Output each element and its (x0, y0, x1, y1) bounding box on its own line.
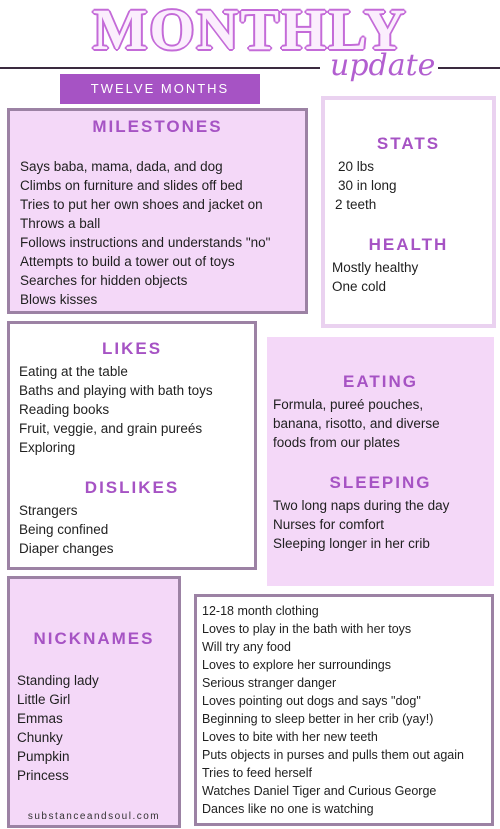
list-item: Chunky (17, 730, 63, 745)
nicknames-heading: NICKNAMES (33, 629, 155, 648)
stats-heading: STATS (376, 134, 441, 153)
health-list (332, 258, 418, 296)
list-item: Watches Daniel Tiger and Curious George (202, 784, 437, 798)
list-item: Diaper changes (19, 541, 114, 556)
list-item: Fruit, veggie, and grain pureés (19, 421, 203, 436)
list-item: Mostly healthy (332, 260, 419, 275)
header-rule-right (438, 67, 500, 69)
list-item: foods from our plates (273, 435, 400, 450)
list-item: One cold (332, 279, 387, 294)
list-item: Loves to play in the bath with her toys (202, 622, 412, 636)
list-item: Standing lady (17, 673, 99, 688)
sleeping-list (273, 496, 449, 553)
list-item: Loves to explore her surroundings (202, 658, 392, 672)
eating-heading: EATING (343, 372, 418, 391)
dislikes-list (19, 501, 114, 558)
list-item: Sleeping longer in her crib (273, 536, 430, 551)
list-item: banana, risotto, and diverse (273, 416, 440, 431)
nicknames-box (7, 576, 181, 828)
page-subtitle: update (330, 48, 436, 83)
notes-list (202, 602, 464, 818)
likes-heading: LIKES (101, 339, 163, 358)
list-item: Tries to put her own shoes and jacket on (20, 197, 263, 212)
list-item: Attempts to build a tower out of toys (20, 254, 235, 269)
list-item: Says baba, mama, dada, and dog (20, 159, 223, 174)
list-item: Loves to bite with her new teeth (202, 730, 378, 744)
list-item: Throws a ball (20, 216, 101, 231)
list-item: Strangers (19, 503, 78, 518)
list-item: Nurses for comfort (273, 517, 385, 532)
list-item: 20 lbs (338, 159, 375, 174)
list-item: Being confined (19, 522, 109, 537)
list-item: Emmas (17, 711, 63, 726)
dislikes-heading: DISLIKES (84, 478, 180, 497)
health-heading: HEALTH (368, 235, 449, 254)
list-item: 12-18 month clothing (202, 604, 319, 618)
list-item: Princess (17, 768, 69, 783)
list-item: Eating at the table (19, 364, 128, 379)
likes-list (19, 362, 213, 457)
list-item: Puts objects in purses and pulls them out again (202, 748, 464, 762)
age-banner: TWELVE MONTHS (60, 74, 260, 104)
page-title: MONTHLY (92, 0, 408, 62)
list-item: Tries to feed herself (202, 766, 313, 780)
list-item: Loves pointing out dogs and says "dog" (202, 694, 421, 708)
list-item: 30 in long (338, 178, 397, 193)
likes-dislikes-box (7, 321, 257, 570)
list-item: Baths and playing with bath toys (19, 383, 213, 398)
milestones-box (7, 108, 308, 314)
stats-health-box (321, 96, 496, 328)
list-item: Formula, pureé pouches, (273, 397, 424, 412)
notes-box (194, 594, 494, 826)
site-credit: substanceandsoul.com (27, 811, 161, 822)
list-item: Beginning to sleep better in her crib (yay!) (202, 712, 434, 726)
list-item: Searches for hidden objects (20, 273, 188, 288)
list-item: Blows kisses (20, 292, 98, 307)
eating-sleeping-box (267, 337, 494, 586)
list-item: Serious stranger danger (202, 676, 337, 690)
list-item: 2 teeth (335, 197, 377, 212)
milestones-list (20, 157, 270, 309)
nicknames-list (17, 671, 99, 785)
milestones-heading: MILESTONES (92, 117, 223, 136)
list-item: Follows instructions and understands "no" (20, 235, 271, 250)
list-item: Climbs on furniture and slides off bed (20, 178, 243, 193)
header-rule-left (0, 67, 320, 69)
list-item: Will try any food (202, 640, 291, 654)
stats-list (335, 157, 397, 214)
list-item: Two long naps during the day (273, 498, 450, 513)
eating-list (273, 395, 440, 452)
sleeping-heading: SLEEPING (329, 473, 432, 492)
list-item: Little Girl (17, 692, 71, 707)
list-item: Pumpkin (17, 749, 70, 764)
list-item: Exploring (19, 440, 76, 455)
list-item: Dances like no one is watching (202, 802, 374, 816)
list-item: Reading books (19, 402, 110, 417)
